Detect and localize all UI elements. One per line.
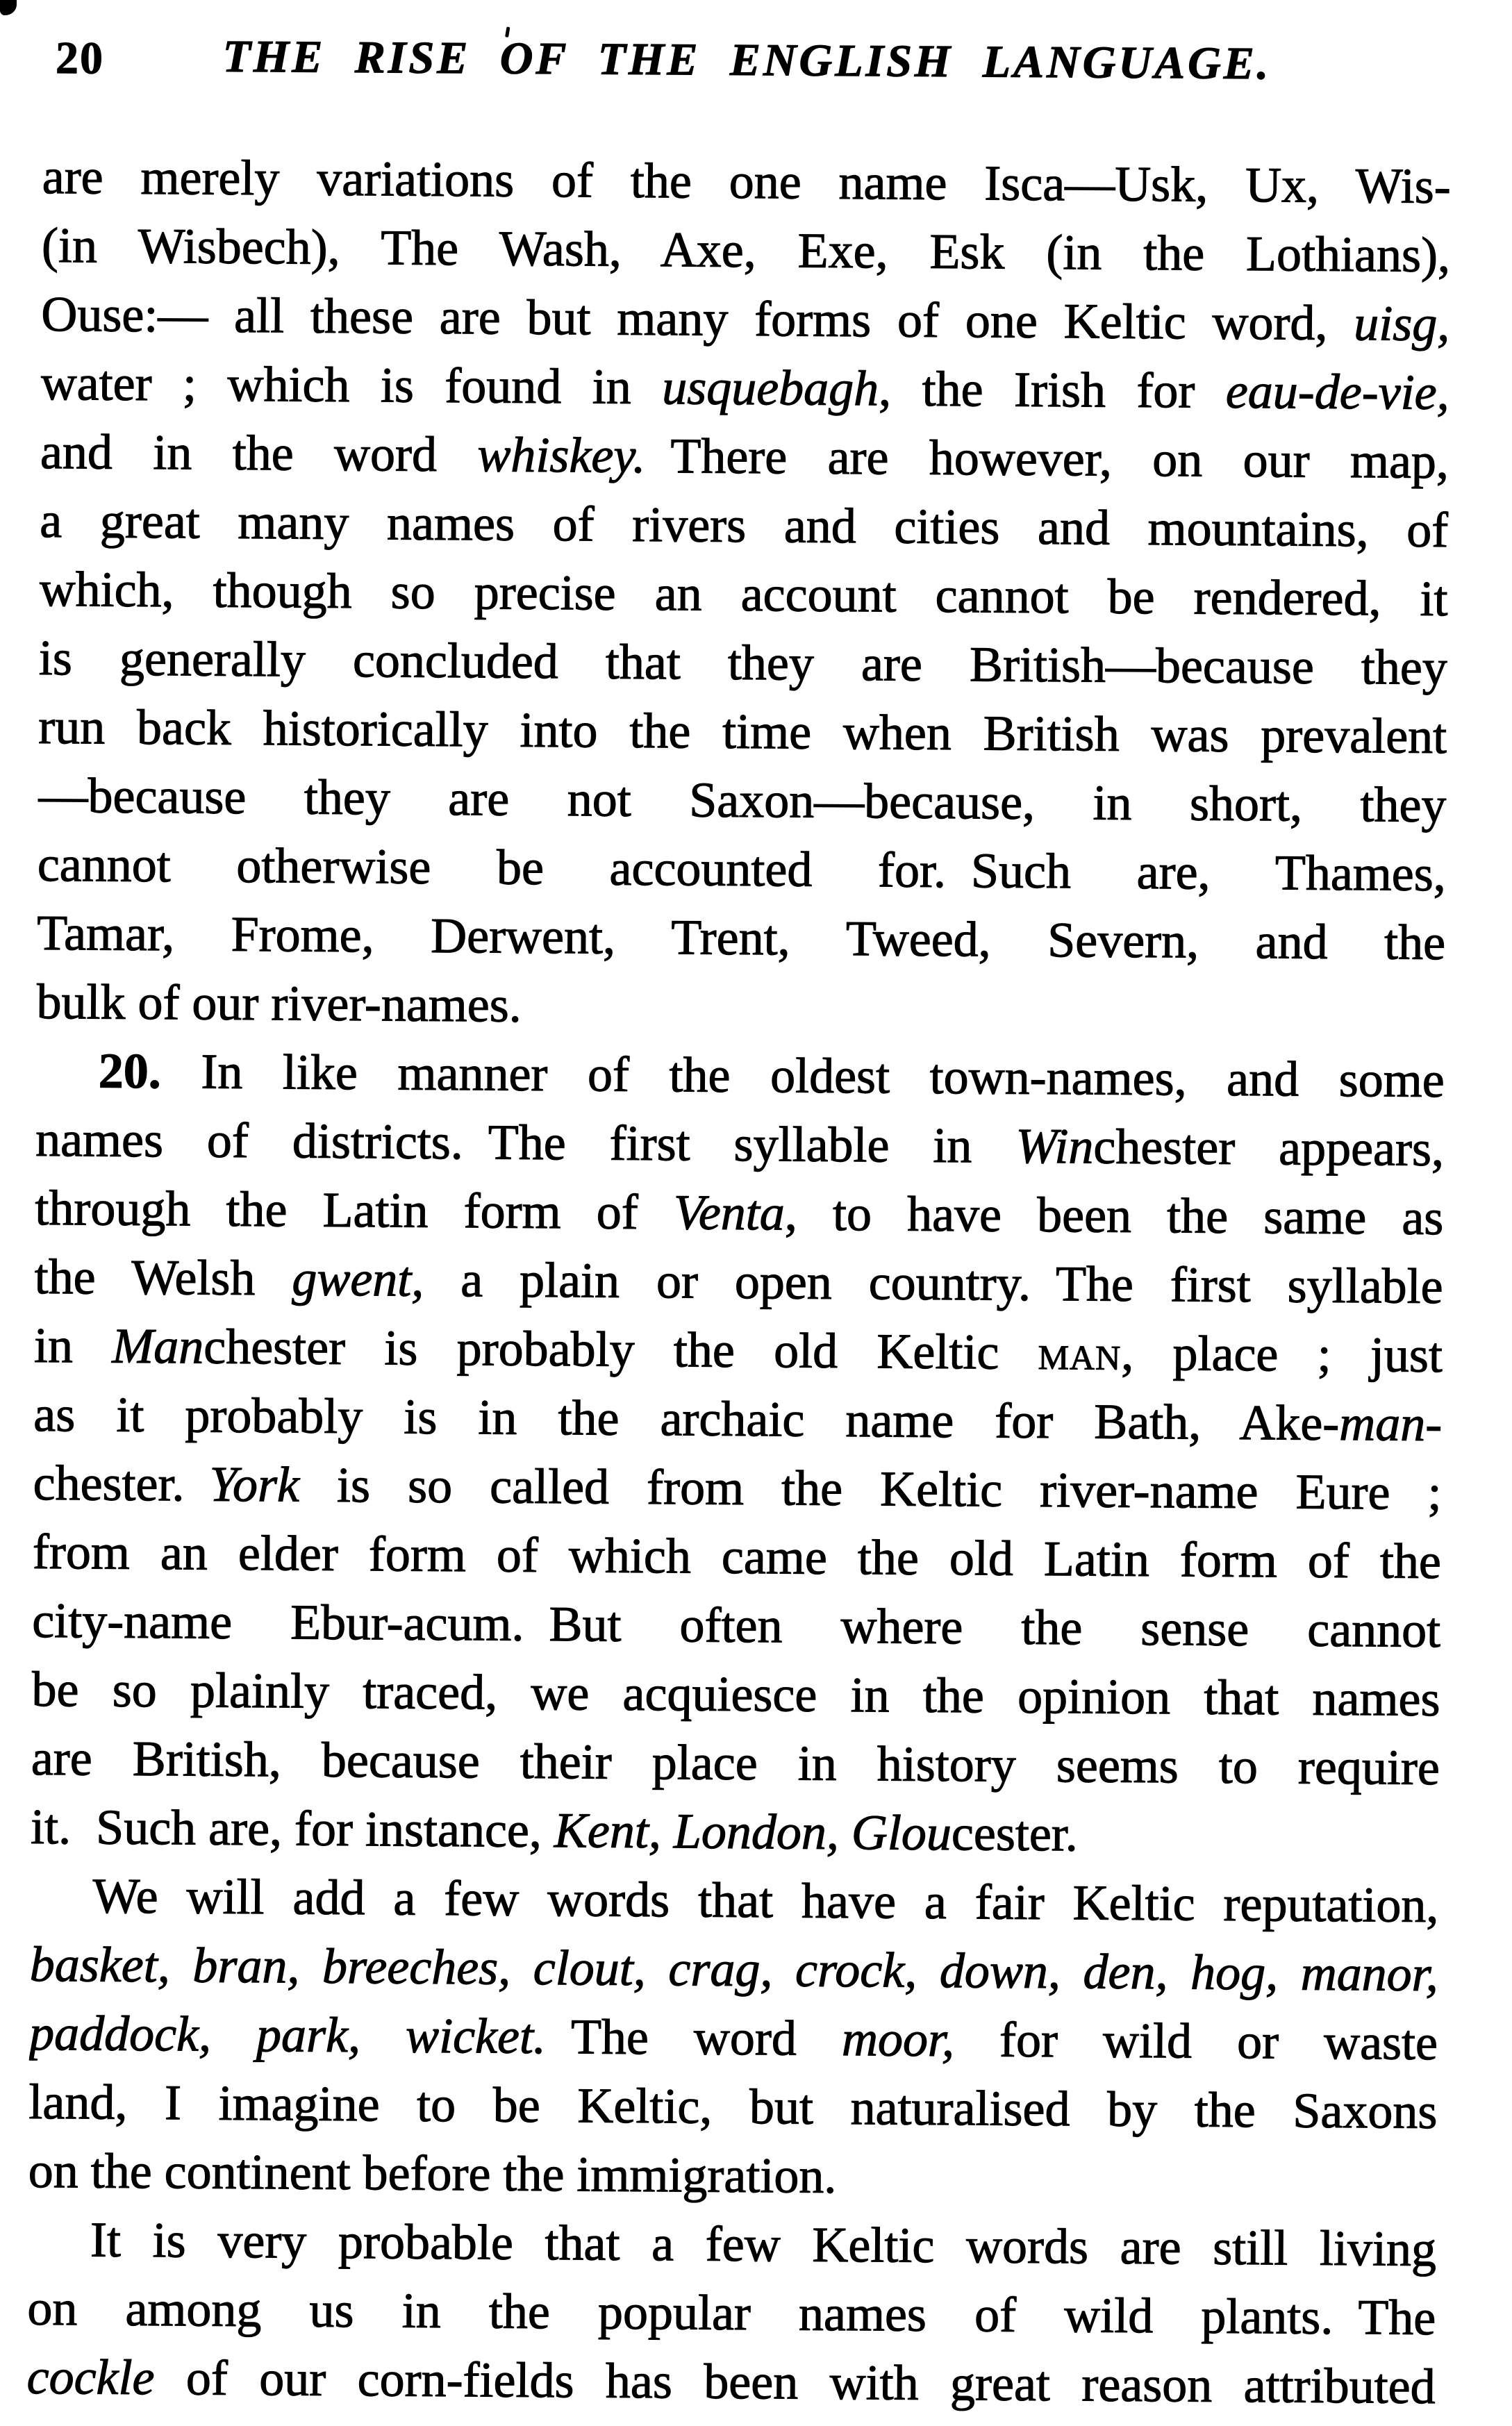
text-segment: 20. xyxy=(98,1042,162,1099)
text-segment: water ; which is found in xyxy=(40,355,663,415)
text-segment: (in Wisbech), The Wash, Axe, Exe, Esk (in the Lothians), xyxy=(41,217,1451,283)
text-segment: , to have been the same as xyxy=(784,1185,1444,1246)
text-segment: a great many names of rivers and cities and mountains, of xyxy=(40,492,1449,558)
text-segment: city-name Ebur-acum. But often where the sense cannot xyxy=(31,1592,1441,1659)
text-line xyxy=(29,1999,1438,2077)
text-line xyxy=(35,1036,1445,1115)
text-segment: usquebagh xyxy=(661,359,879,417)
text-segment: for wild or waste xyxy=(954,2011,1438,2071)
text-line xyxy=(31,1793,1440,1871)
text-segment: the Welsh xyxy=(34,1248,292,1306)
text-line xyxy=(40,417,1449,496)
text-line xyxy=(35,1105,1445,1183)
text-segment: —because they are not Saxon—because, in short, they xyxy=(38,767,1447,833)
page-number: 20 xyxy=(55,33,105,84)
text-segment: cockle xyxy=(26,2348,155,2406)
text-segment: are merely variations of the one name Isca—Usk, Ux, Wis- xyxy=(42,149,1452,215)
text-segment: land, I imagine to be Keltic, but naturalised by the Saxons xyxy=(28,2073,1438,2140)
text-line xyxy=(38,830,1447,908)
text-segment: Man xyxy=(112,1318,204,1374)
text-line xyxy=(32,1586,1441,1665)
text-line xyxy=(28,2205,1437,2284)
page-body xyxy=(26,142,1451,2421)
text-segment: through the Latin form of xyxy=(35,1179,674,1240)
text-segment: and in the word xyxy=(40,424,478,483)
text-segment: Ouse:— all these are but many forms of one Keltic word, xyxy=(41,286,1354,351)
text-segment: which, though so precise an account cannot be rendered, it xyxy=(39,560,1448,627)
text-line xyxy=(28,2068,1438,2146)
text-segment: The word xyxy=(545,2009,842,2067)
text-segment: It is very probable that a few Keltic words are still living xyxy=(90,2211,1437,2277)
text-segment: Kent, London, Glou xyxy=(554,1802,952,1861)
text-segment: in xyxy=(33,1317,113,1374)
text-segment: Win xyxy=(1015,1118,1094,1174)
text-segment: from an elder form of which came the old Latin form of the xyxy=(32,1523,1442,1590)
text-segment: whiskey. xyxy=(477,426,646,484)
text-line xyxy=(35,1174,1444,1252)
text-line xyxy=(26,2343,1436,2421)
text-line xyxy=(30,1861,1439,1940)
text-segment: Venta xyxy=(673,1184,786,1241)
text-segment: run back historically into the time when British was prevalent xyxy=(38,698,1447,765)
text-segment: as it probably is in the archaic name for Bath, Ake- xyxy=(33,1386,1340,1452)
text-segment: chester is probably the old Keltic xyxy=(203,1318,1038,1381)
text-segment: eau-de-vie, xyxy=(1225,363,1449,421)
text-segment: names of districts. The first syllable in xyxy=(35,1111,1016,1174)
text-line xyxy=(34,1243,1443,1321)
text-line xyxy=(29,1930,1438,2009)
text-line xyxy=(40,486,1449,565)
text-line xyxy=(37,899,1446,977)
text-line xyxy=(38,761,1447,840)
text-segment: cester. xyxy=(951,1805,1079,1862)
text-segment: , place ; just xyxy=(1121,1324,1443,1384)
text-line xyxy=(42,211,1451,290)
text-segment: There are however, on our map, xyxy=(645,428,1449,490)
text-segment: York xyxy=(209,1456,300,1513)
text-line xyxy=(42,142,1451,221)
text-segment: is so called from the Keltic river-name Eure ; xyxy=(299,1456,1442,1521)
text-segment: basket, bran, breeches, clout, crag, crock, down, den, hog, manor, xyxy=(29,1936,1439,2002)
text-segment: In like manner of the oldest town-names, and some xyxy=(160,1043,1445,1108)
text-line xyxy=(33,1449,1442,1527)
text-line xyxy=(34,1311,1443,1390)
text-segment: We will add a few words that have a fair Keltic reputation, xyxy=(92,1868,1439,1934)
text-segment: a plain or open country. The first syllable xyxy=(424,1251,1443,1315)
text-line xyxy=(31,1655,1440,1734)
text-segment: on the continent before the immigration. xyxy=(28,2142,837,2204)
text-line xyxy=(33,1518,1442,1596)
text-segment: man xyxy=(1038,1324,1122,1381)
text-segment: of our corn-fields has been with great reason attributed xyxy=(154,2350,1436,2415)
text-segment: uisg, xyxy=(1354,295,1450,352)
text-line xyxy=(40,349,1449,427)
text-segment: it. Such are, for instance, xyxy=(30,1798,555,1859)
text-line xyxy=(36,967,1445,1046)
text-segment: bulk of our river-names. xyxy=(36,973,522,1033)
text-segment: paddock, park, wicket. xyxy=(28,2004,547,2065)
text-segment: chester. xyxy=(33,1454,210,1512)
running-title: THE RISE OF THE ENGLISH LANGUAGE. xyxy=(222,31,1272,90)
text-line xyxy=(39,624,1448,702)
text-segment: man xyxy=(1339,1395,1426,1452)
text-segment: moor, xyxy=(841,2011,955,2068)
text-segment: Tamar, Frome, Derwent, Trent, Tweed, Severn, and the xyxy=(36,904,1446,971)
text-line xyxy=(39,555,1448,633)
text-segment: , the Irish for xyxy=(878,360,1227,419)
text-segment: is generally concluded that they are British—because they xyxy=(38,629,1448,696)
text-segment: chester appears, xyxy=(1093,1118,1445,1177)
text-segment: - xyxy=(1425,1395,1443,1452)
text-segment: cannot otherwise be accounted for. Such are, Thames, xyxy=(37,836,1447,902)
text-segment: gwent, xyxy=(292,1250,424,1307)
text-line xyxy=(28,2136,1437,2215)
text-segment: be so plainly traced, we acquiesce in the opinion that names xyxy=(31,1661,1440,1727)
text-line xyxy=(27,2274,1436,2352)
text-line xyxy=(38,692,1447,771)
text-segment: on among us in the popular names of wild plants. The xyxy=(27,2279,1436,2346)
text-line xyxy=(33,1380,1443,1459)
text-line xyxy=(31,1724,1440,1802)
text-segment: are British, because their place in history seems to require xyxy=(31,1729,1440,1796)
text-line xyxy=(41,280,1450,358)
page-header xyxy=(43,24,1452,96)
